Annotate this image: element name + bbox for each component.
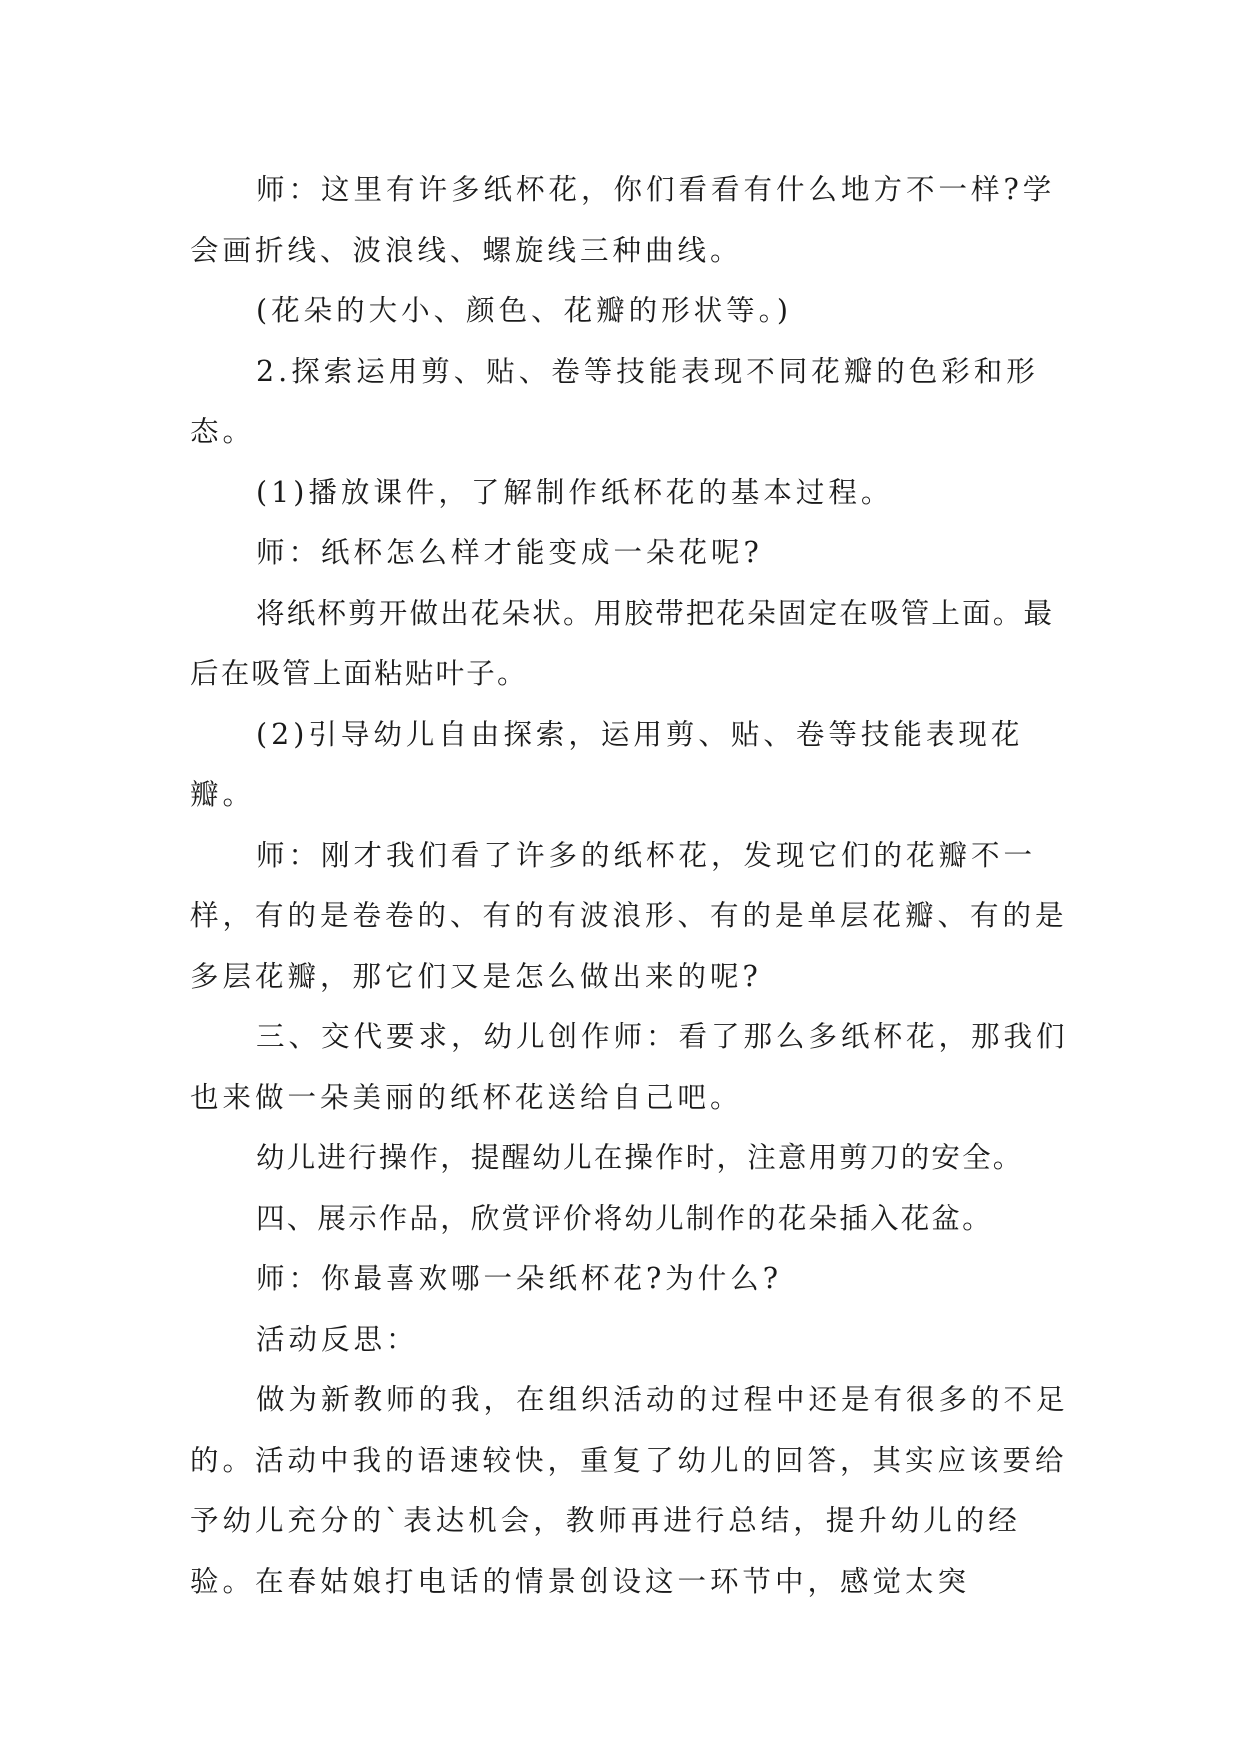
paragraph: (2)引导幼儿自由探索，运用剪、贴、卷等技能表现花瓣。 [190,717,1024,811]
paragraph: 将纸杯剪开做出花朵状。用胶带把花朵固定在吸管上面。最后在吸管上面粘贴叶子。 [190,596,1055,690]
paragraph: (1)播放课件，了解制作纸杯花的基本过程。 [256,475,894,509]
paragraph: 2.探索运用剪、贴、卷等技能表现不同花瓣的色彩和形态。 [190,354,1039,448]
paragraph: 三、交代要求，幼儿创作师：看了那么多纸杯花，那我们也来做一朵美丽的纸杯花送给自己吧。 [190,1020,1069,1114]
paragraph: 师：这里有许多纸杯花，你们看看有什么地方不一样?学会画折线、波浪线、螺旋线三种曲线。 [190,173,1056,267]
paragraph: 做为新教师的我，在组织活动的过程中还是有很多的不足的。活动中我的语速较快，重复了幼儿的回答，其实应该要给予幼儿充分的`表达机会，教师再进行总结，提升幼儿的经验。在春姑娘打电话的情景创设这一环节中，感觉太突 [190,1383,1069,1598]
paragraph: 师：刚才我们看了许多的纸杯花，发现它们的花瓣不一样，有的是卷卷的、有的有波浪形、有的是单层花瓣、有的是多层花瓣，那它们又是怎么做出来的呢? [190,838,1068,993]
paragraph: 师：你最喜欢哪一朵纸杯花?为什么? [256,1262,783,1295]
paragraph: (花朵的大小、颜色、花瓣的形状等。) [256,294,792,327]
paragraph: 师：纸杯怎么样才能变成一朵花呢? [256,536,763,569]
paragraph: 幼儿进行操作，提醒幼儿在操作时，注意用剪刀的安全。 [256,1141,1024,1174]
paragraph: 活动反思： [256,1322,419,1356]
paragraph: 四、展示作品，欣赏评价将幼儿制作的花朵插入花盆。 [256,1201,993,1235]
document-body [190,160,1070,1612]
